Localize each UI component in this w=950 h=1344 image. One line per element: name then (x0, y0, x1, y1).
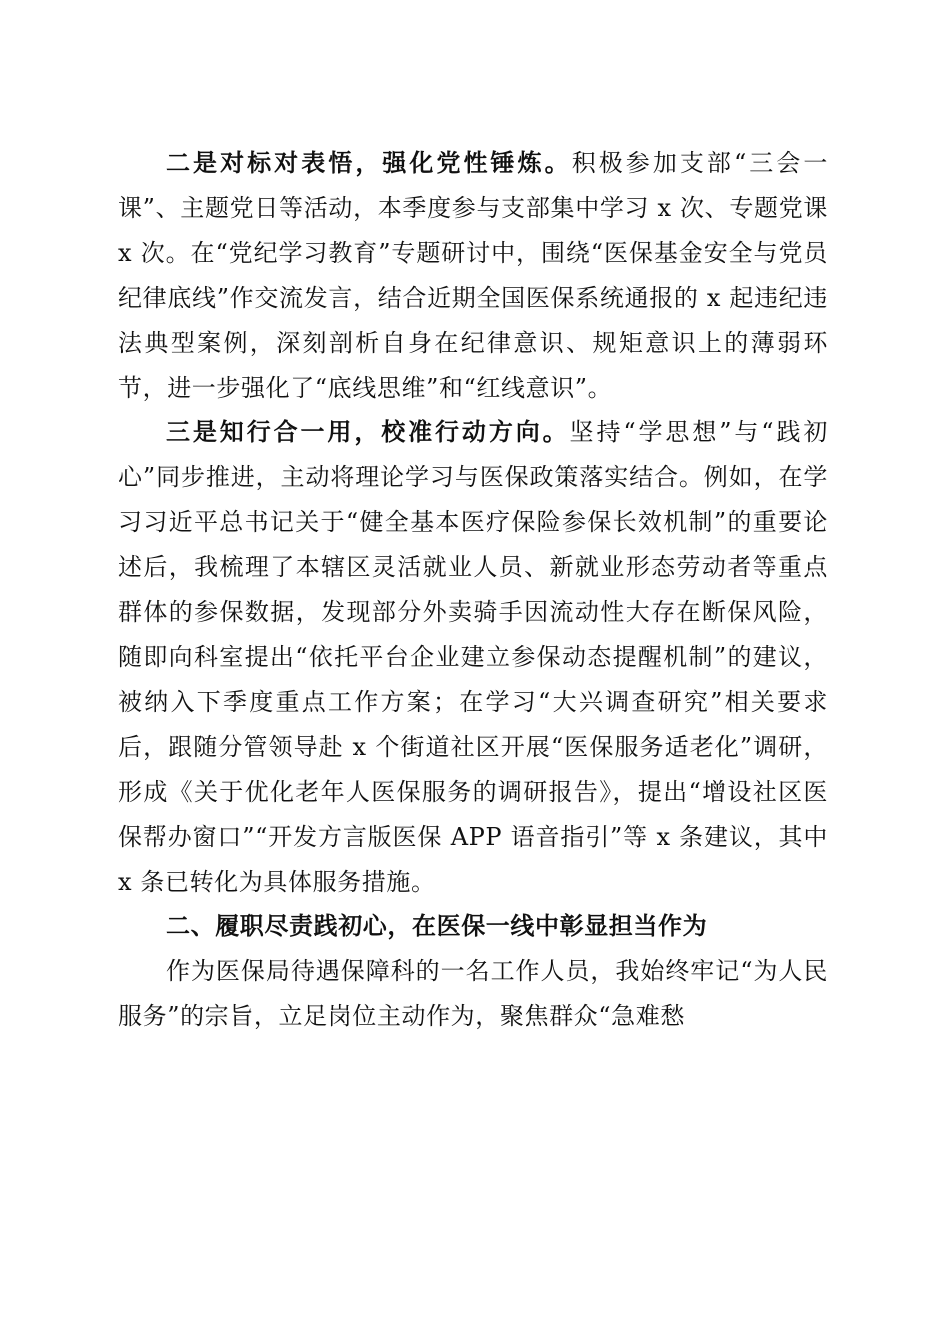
paragraph-lead: 二是对标对表悟，强化党性锤炼。 (166, 148, 572, 177)
paragraph-text: 坚持“学思想”与“践初心”同步推进，主动将理论学习与医保政策落实结合。例如，在学习习近平总书记关于“健全基本医疗保险参保长效机制”的重要论述后，我梳理了本辖区灵活就业人员、新就业形态劳动者等重点群体的参保数据，发现部分外卖骑手因流动性大存在断保风险，随即向科室提出“依托平台企业建立参保动态提醒机制”的建议，被纳入下季度重点工作方案；在学习“大兴调查研究”相关要求后，跟随分管领导赴 x 个街道社区开展“医保服务适老化”调研，形成《关于优化老年人医保服务的调研报告》，提出“增设社区医保帮办窗口”“开发方言版医保 APP 语音指引”等 x 条建议，其中 x 条已转化为具体服务措施。 (118, 418, 828, 896)
section-heading: 二、履职尽责践初心，在医保一线中彰显担当作为 (166, 912, 708, 941)
paragraph-closing: 作为医保局待遇保障科的一名工作人员，我始终牢记“为人民服务”的宗旨，立足岗位主动作为，聚焦群众“急难愁 (118, 957, 828, 1031)
paragraph-party-discipline (118, 141, 828, 410)
paragraph-knowledge-action (118, 410, 828, 904)
paragraph-lead: 三是知行合一用，校准行动方向。 (166, 417, 570, 447)
paragraph-text: 积极参加支部“三会一课”、主题党日等活动，本季度参与支部集中学习 x 次、专题党课 x 次。在“党纪学习教育”专题研讨中，围绕“医保基金安全与党员纪律底线”作交流发言，结合近期全国医保系统通报的 x 起违纪违法典型案例，深刻剖析自身在纪律意识、规矩意识上的薄弱环节，进一步强化了“底线思维”和“红线意识”。 (118, 149, 828, 402)
document-body (118, 141, 828, 1039)
